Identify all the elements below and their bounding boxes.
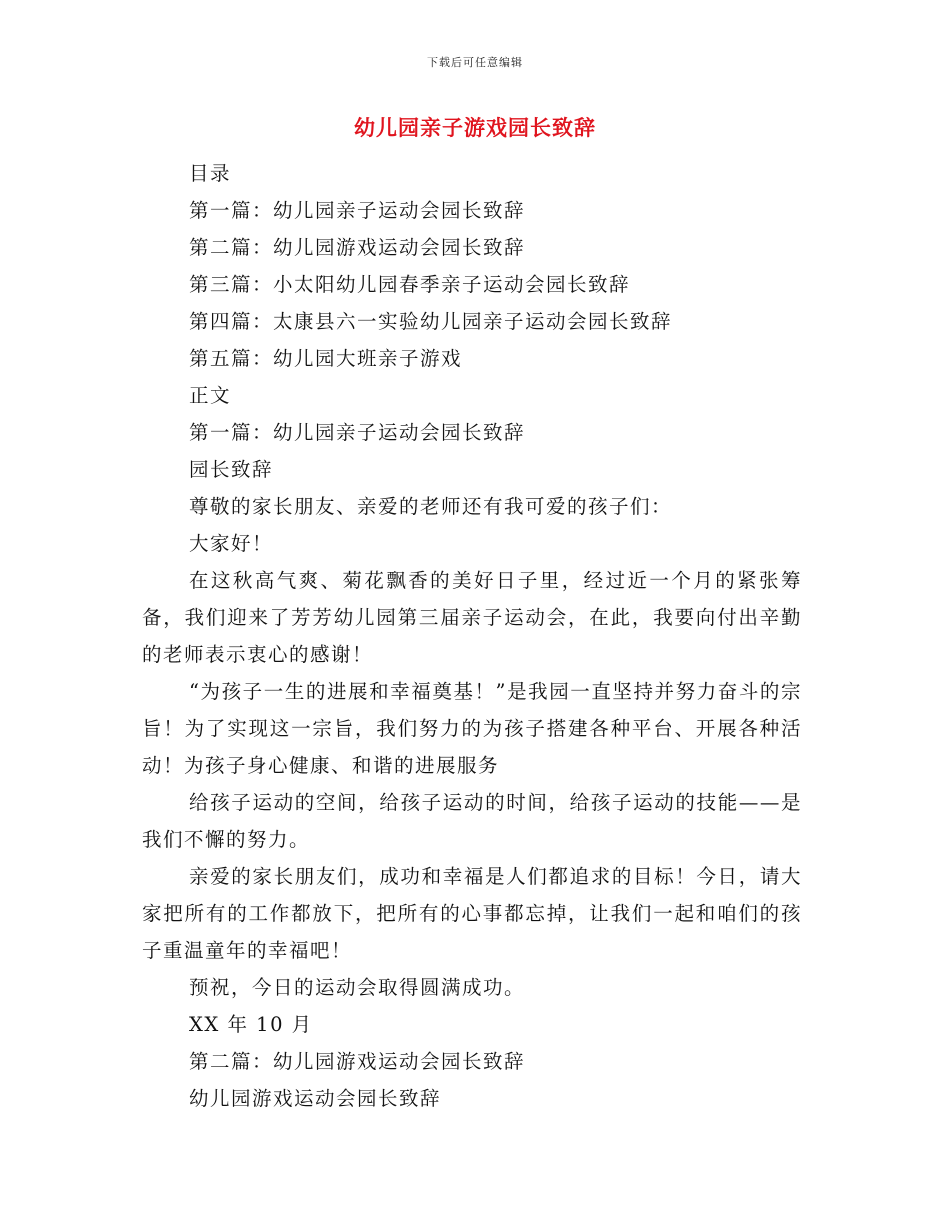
toc-item: 第一篇：幼儿园亲子运动会园长致辞 [189,199,526,222]
document-body [142,155,802,1117]
body-paragraph: 在这秋高气爽、菊花飘香的美好日子里，经过近一个月的紧张筹备，我们迎来了芳芳幼儿园第三届亲子运动会，在此，我要向付出辛勤的老师表示衷心的感谢！ [142,569,802,666]
body-heading: 正文 [189,384,232,407]
body-paragraph: 给孩子运动的空间，给孩子运动的时间，给孩子运动的技能——是我们不懈的努力。 [142,791,802,851]
greeting: 大家好！ [189,532,274,555]
toc-heading: 目录 [189,162,232,185]
toc-item: 第二篇：幼儿园游戏运动会园长致辞 [189,236,526,259]
closing-wish: 预祝，今日的运动会取得圆满成功。 [189,976,526,999]
body-paragraph: “为孩子一生的进展和幸福奠基！”是我园一直坚持并努力奋斗的宗旨！为了实现这一宗旨，我们努力的为孩子搭建各种平台、开展各种活动！为孩子身心健康、和谐的进展服务 [142,680,802,777]
body-paragraph: 亲爱的家长朋友们，成功和幸福是人们都追求的目标！今日，请大家把所有的工作都放下，把所有的心事都忘掉，让我们一起和咱们的孩子重温童年的幸福吧！ [142,865,802,962]
speech-label: 园长致辞 [189,458,274,481]
date-line: XX 年 10 月 [189,1013,313,1036]
document-title: 幼儿园亲子游戏园长致辞 [354,115,596,140]
section-title: 第一篇：幼儿园亲子运动会园长致辞 [189,421,526,444]
toc-item: 第四篇：太康县六一实验幼儿园亲子运动会园长致辞 [189,310,673,333]
toc-item: 第三篇：小太阳幼儿园春季亲子运动会园长致辞 [189,273,631,296]
section-title: 第二篇：幼儿园游戏运动会园长致辞 [189,1050,526,1073]
salutation: 尊敬的家长朋友、亲爱的老师还有我可爱的孩子们： [189,495,673,518]
section-subtitle: 幼儿园游戏运动会园长致辞 [189,1087,442,1110]
toc-item: 第五篇：幼儿园大班亲子游戏 [189,347,463,370]
header-note: 下载后可任意编辑 [427,56,523,69]
